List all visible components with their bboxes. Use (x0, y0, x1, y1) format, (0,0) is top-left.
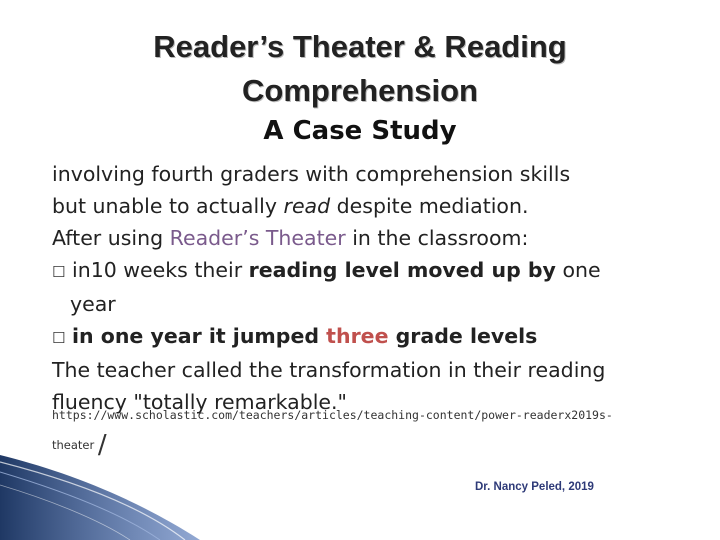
slide-title-line-2: Comprehension (242, 73, 478, 108)
three-highlight: three (326, 324, 389, 348)
square-bullet-icon: ☐ (52, 263, 66, 281)
body-text: but unable to actually (52, 194, 284, 218)
body-text: in10 weeks their (72, 258, 249, 282)
body-text: After using (52, 226, 170, 250)
source-url-slash[interactable]: / (97, 430, 107, 460)
body-line: fluency "totally remarkable." (52, 390, 347, 414)
reading-level-emphasis: reading level moved up by (248, 258, 556, 282)
body-line: involving fourth graders with comprehension skills (52, 162, 571, 186)
slide-subtitle: A Case Study (263, 116, 457, 146)
source-url[interactable]: https://www.scholastic.com/teachers/articles/teaching-content/power-readerx2019s- (52, 408, 613, 422)
body-line: The teacher called the transformation in their reading (52, 358, 606, 382)
square-bullet-icon: ☐ (52, 329, 66, 347)
source-url-tail[interactable]: theater (52, 438, 95, 452)
body-text: in the classroom: (345, 226, 529, 250)
body-text: despite mediation. (330, 194, 529, 218)
bullet-continuation: year (70, 292, 116, 316)
slide-title-line-1: Reader’s Theater & Reading (153, 29, 567, 64)
emphasis-read: read (283, 194, 331, 218)
body-text: in one year it jumped (72, 324, 327, 348)
body-text: grade levels (388, 324, 538, 348)
readers-theater-highlight: Reader’s Theater (169, 226, 346, 250)
body-text: one (555, 258, 601, 282)
author-credit: Dr. Nancy Peled, 2019 (475, 481, 594, 493)
